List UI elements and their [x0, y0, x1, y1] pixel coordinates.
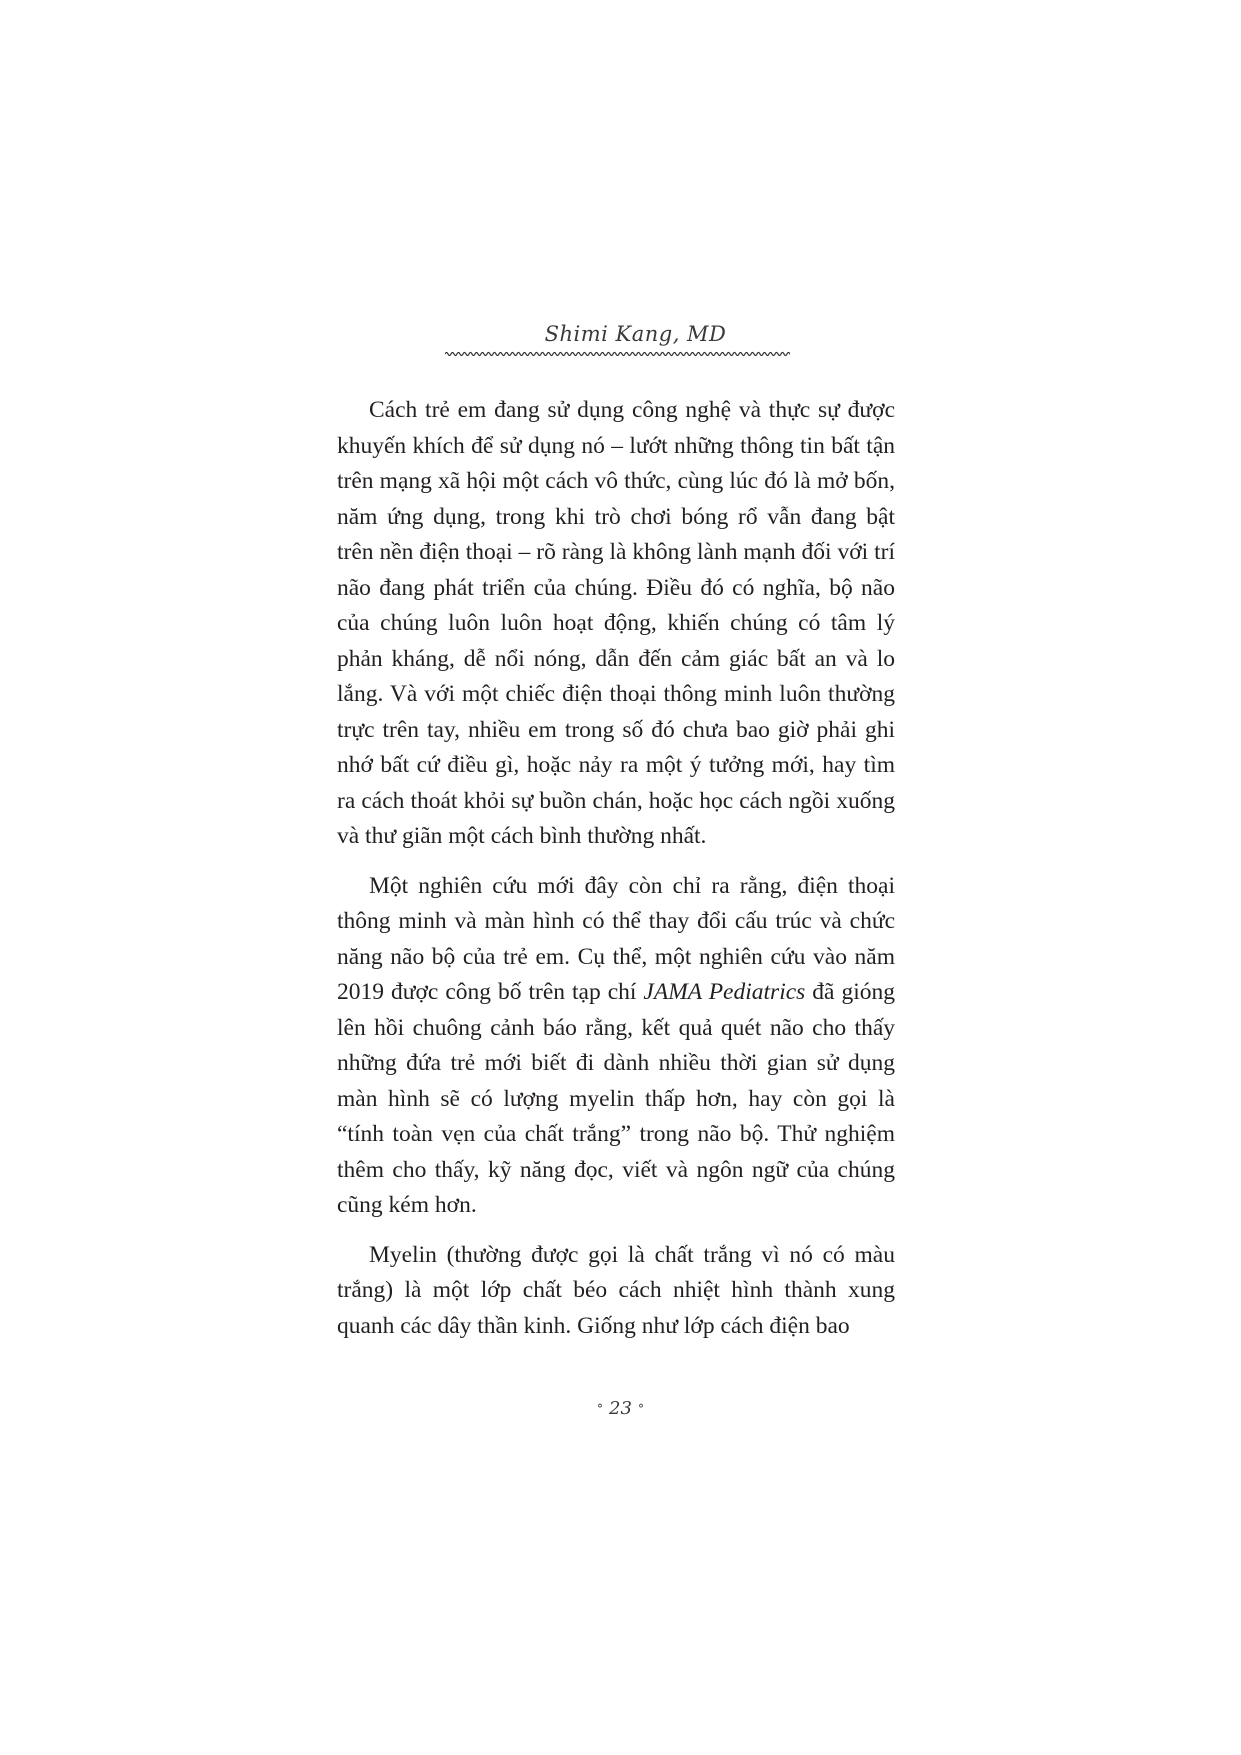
header-author: Shimi Kang, MD: [544, 322, 727, 346]
page-footer: [0, 1398, 1241, 1419]
paragraph-2-part-2: đã gióng lên hồi chuông cảnh báo rằng, kết quả quét não cho thấy những đứa trẻ mới biết đi dành nhiều thời gian sử dụng màn hình sẽ có lượng myelin thấp hơn, hay còn gọi là “tính toàn vẹn của chất trắng” trong não bộ. Thử nghiệm thêm cho thấy, kỹ năng đọc, viết và ngôn ngữ của chúng cũng kém hơn.: [337, 979, 895, 1218]
paragraph-2-part-1: Một nghiên cứu mới đây còn chỉ ra rằng, điện thoại thông minh và màn hình có thể thay đổi cấu trúc và chức năng não bộ của trẻ em. Cụ thể, một nghiên cứu vào năm 2019 được công bố trên tạp chí: [337, 872, 895, 1005]
paragraph-1: Cách trẻ em đang sử dụng công nghệ và thực sự được khuyến khích để sử dụng nó – lướt những thông tin bất tận trên mạng xã hội một cách vô thức, cùng lúc đó là mở bốn, năm ứng dụng, trong khi trò chơi bóng rổ vẫn đang bật trên nền điện thoại – rõ ràng là không lành mạnh đối với trí não đang phát triển của chúng. Điều đó có nghĩa, bộ não của chúng luôn luôn hoạt động, khiến chúng có tâm lý phản kháng, dễ nổi nóng, dẫn đến cảm giác bất an và lo lắng. Và với một chiếc điện thoại thông minh luôn thường trực trên tay, nhiều em trong số đó chưa bao giờ phải ghi nhớ bất cứ điều gì, hoặc nảy ra một ý tưởng mới, hay tìm ra cách thoát khỏi sự buồn chán, hoặc học cách ngồi xuống và thư giãn một cách bình thường nhất.: [337, 397, 895, 849]
running-header: [0, 322, 1241, 346]
paragraph-2: [337, 869, 895, 1224]
paragraph-3: Myelin (thường được gọi là chất trắng vì nó có màu trắng) là một lớp chất béo cách nhiệt hình thành xung quanh các dây thần kinh. Giống như lớp cách điện bao: [337, 1241, 895, 1339]
footer-dot-left: °: [597, 1402, 604, 1416]
wavy-rule: [445, 350, 790, 358]
page-number: 23: [609, 1398, 632, 1419]
journal-title: JAMA Pediatrics: [643, 979, 806, 1005]
footer-dot-right: °: [637, 1402, 644, 1416]
body-text: [337, 393, 895, 1344]
